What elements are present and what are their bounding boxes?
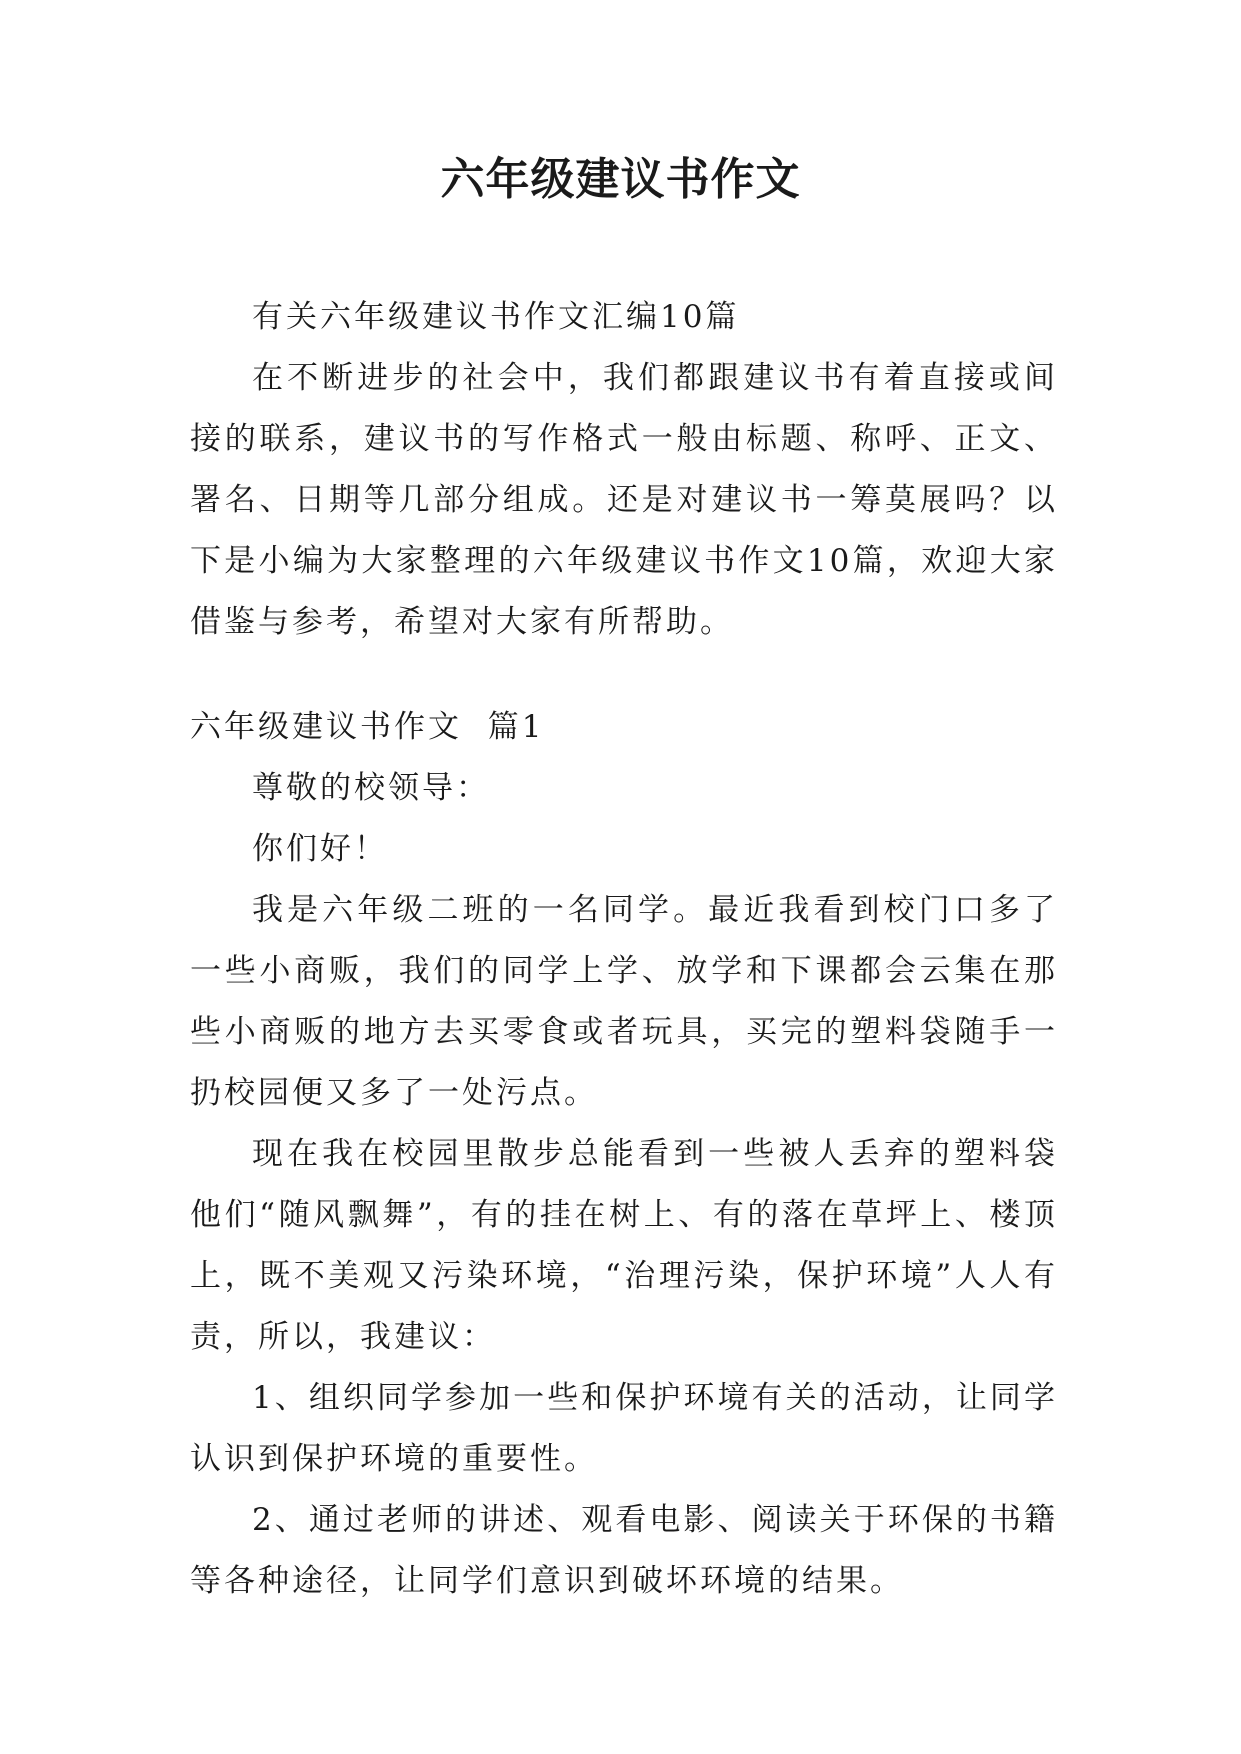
greeting: 你们好！ bbox=[252, 831, 388, 867]
intro-paragraph: 在不断进步的社会中，我们都跟建议书有着直接或间接的联系，建议书的写作格式一般由标题、称呼、正文、署名、日期等几部分组成。还是对建议书一筹莫展吗？以下是小编为大家整理的六年级建议书作文10篇，欢迎大家借鉴与参考，希望对大家有所帮助。 bbox=[190, 360, 1058, 640]
salutation: 尊敬的校领导： bbox=[252, 770, 490, 806]
intro-section bbox=[190, 287, 1058, 653]
suggestion-item: 1、组织同学参加一些和保护环境有关的活动，让同学认识到保护环境的重要性。 bbox=[190, 1380, 1058, 1477]
document-title: 六年级建议书作文 bbox=[440, 154, 801, 205]
body-paragraph: 我是六年级二班的一名同学。最近我看到校门口多了一些小商贩，我们的同学上学、放学和下课都会云集在那些小商贩的地方去买零食或者玩具，买完的塑料袋随手一扔校园便又多了一处污点。 bbox=[190, 892, 1058, 1111]
body-paragraph: 现在我在校园里散步总能看到一些被人丢弃的塑料袋他们“随风飘舞”，有的挂在树上、有的落在草坪上、楼顶上，既不美观又污染环境，“治理污染，保护环境”人人有责，所以，我建议： bbox=[190, 1136, 1058, 1355]
section-heading: 六年级建议书作文 篇1 bbox=[190, 709, 545, 745]
essay-section-1 bbox=[190, 697, 1058, 1612]
suggestion-item: 2、通过老师的讲述、观看电影、阅读关于环保的书籍等各种途径，让同学们意识到破坏环境的结果。 bbox=[190, 1502, 1058, 1599]
intro-subtitle: 有关六年级建议书作文汇编10篇 bbox=[252, 299, 740, 335]
